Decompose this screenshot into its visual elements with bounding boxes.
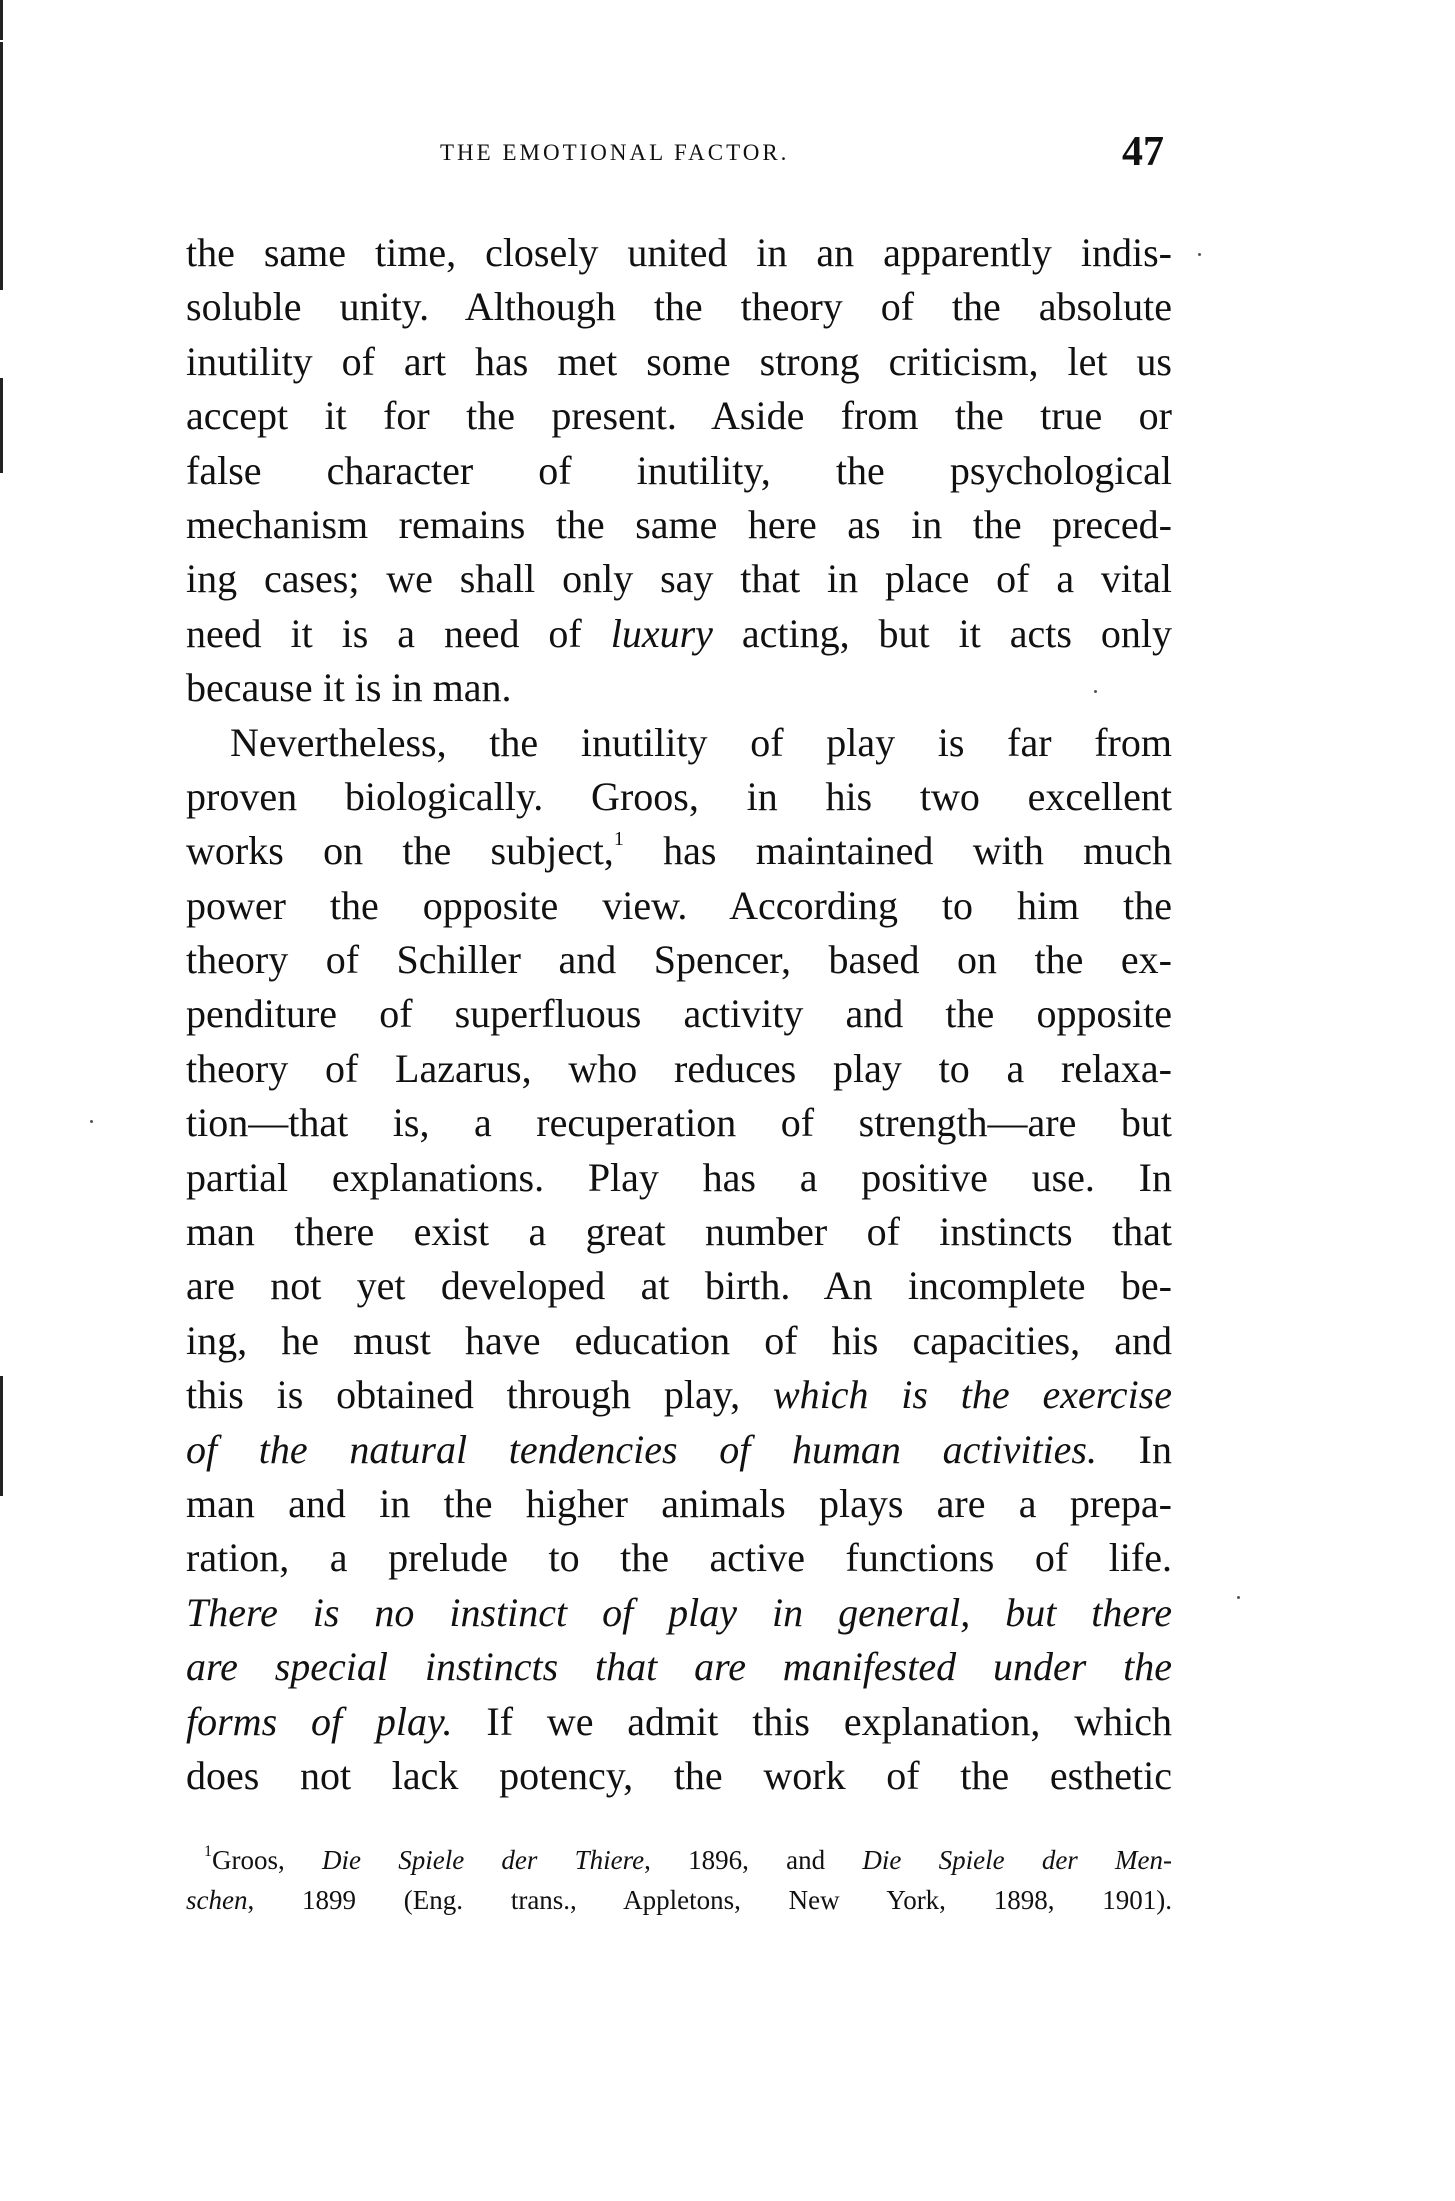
text-segment: does not lack potency, the work of the esthetic xyxy=(186,1752,1172,1798)
text-line xyxy=(186,1695,1172,1749)
footnote xyxy=(186,1840,1172,1920)
text-line xyxy=(186,335,1172,389)
text-line xyxy=(186,1477,1172,1531)
italic-text: There is no instinct of play in general, but there xyxy=(186,1589,1172,1635)
text-segment: false character of inutility, the psychological xyxy=(186,447,1172,493)
italic-text: schen xyxy=(186,1885,248,1915)
text-segment: are not yet developed at birth. An incomplete be- xyxy=(186,1263,1172,1309)
text-line xyxy=(186,1205,1172,1259)
text-line xyxy=(186,552,1172,606)
text-line xyxy=(186,933,1172,987)
text-line xyxy=(186,987,1172,1041)
text-segment: ing cases; we shall only say that in place of a vital xyxy=(186,556,1172,602)
scan-edge-upper xyxy=(0,42,3,290)
text-segment: proven biologically. Groos, in his two excellent xyxy=(186,773,1172,819)
text-segment: theory of Schiller and Spencer, based on the ex- xyxy=(186,937,1172,983)
italic-text: of the natural tendencies of human activities. xyxy=(186,1426,1097,1472)
text-segment: this is obtained through play, xyxy=(186,1372,773,1418)
text-segment: mechanism remains the same here as in the preced- xyxy=(186,501,1172,547)
text-segment: because it is in man. xyxy=(186,665,512,711)
text-segment: If we admit this explanation, which xyxy=(452,1698,1172,1744)
text-line xyxy=(186,824,1172,878)
text-segment: tion—that is, a recuperation of strength—are but xyxy=(186,1100,1172,1146)
text-line xyxy=(186,1096,1172,1150)
scan-speck xyxy=(1198,253,1201,256)
text-line xyxy=(186,1423,1172,1477)
text-segment: soluble unity. Although the theory of the absolute xyxy=(186,284,1172,330)
italic-text: which is the exercise xyxy=(772,1372,1172,1418)
footnote-marker: 1 xyxy=(613,828,624,851)
text-line xyxy=(186,280,1172,334)
footnote-line xyxy=(186,1880,1172,1920)
text-line xyxy=(186,716,1172,770)
text-segment: acting, but it acts only xyxy=(712,610,1173,656)
text-segment: inutility of art has met some strong criticism, let us xyxy=(186,338,1172,384)
text-line xyxy=(186,1259,1172,1313)
italic-text: Die Spiele der Men- xyxy=(862,1845,1173,1875)
body-text xyxy=(186,226,1172,1803)
text-line xyxy=(186,879,1172,933)
text-line xyxy=(186,1640,1172,1694)
text-line xyxy=(186,770,1172,824)
italic-text: Die Spiele der Thiere xyxy=(322,1845,645,1875)
italic-text: are special instincts that are manifested under the xyxy=(186,1644,1172,1690)
text-line xyxy=(186,661,1172,715)
text-segment: ing, he must have education of his capacities, and xyxy=(186,1317,1172,1363)
italic-text: luxury xyxy=(610,610,713,656)
text-segment: In xyxy=(1097,1426,1172,1472)
scan-edge-lower xyxy=(0,1376,3,1496)
text-line xyxy=(186,607,1172,661)
footnote-marker: 1 xyxy=(204,1843,212,1860)
text-segment: works on the subject, xyxy=(186,828,614,874)
text-segment: ration, a prelude to the active functions of life. xyxy=(186,1535,1172,1581)
text-segment: , 1899 (Eng. trans., Appletons, New York, 1898, 1901). xyxy=(247,1885,1172,1915)
text-segment: , 1896, and xyxy=(644,1845,863,1875)
text-line xyxy=(186,1749,1172,1803)
text-segment: Nevertheless, the inutility of play is far from xyxy=(230,719,1172,765)
text-line xyxy=(186,1368,1172,1422)
text-segment: power the opposite view. According to him the xyxy=(186,882,1172,928)
footnote-line xyxy=(186,1840,1172,1880)
scan-edge-top xyxy=(0,0,3,40)
italic-text: forms of play. xyxy=(186,1698,453,1744)
text-line xyxy=(186,1042,1172,1096)
text-segment: has maintained with much xyxy=(623,828,1172,874)
text-segment: need it is a need of xyxy=(186,610,611,656)
text-segment: penditure of superfluous activity and the opposite xyxy=(186,991,1172,1037)
text-line xyxy=(186,1531,1172,1585)
text-segment: accept it for the present. Aside from the true or xyxy=(186,393,1172,439)
text-line xyxy=(186,1314,1172,1368)
text-segment: man there exist a great number of instincts that xyxy=(186,1209,1172,1255)
text-line xyxy=(186,226,1172,280)
text-line xyxy=(186,498,1172,552)
text-segment: the same time, closely united in an apparently indis- xyxy=(186,230,1172,275)
text-line xyxy=(186,1151,1172,1205)
running-head: THE EMOTIONAL FACTOR. xyxy=(440,140,790,165)
scan-speck xyxy=(1237,1596,1240,1599)
text-segment: theory of Lazarus, who reduces play to a relaxa- xyxy=(186,1045,1172,1091)
text-segment: Groos, xyxy=(212,1845,322,1875)
text-line xyxy=(186,444,1172,498)
text-line xyxy=(186,1586,1172,1640)
text-segment: partial explanations. Play has a positive use. In xyxy=(186,1154,1172,1200)
scan-speck xyxy=(90,1120,93,1123)
scan-edge-middle xyxy=(0,378,3,473)
page-number: 47 xyxy=(1122,129,1164,175)
text-line xyxy=(186,389,1172,443)
text-segment: man and in the higher animals plays are a prepa- xyxy=(186,1480,1172,1526)
